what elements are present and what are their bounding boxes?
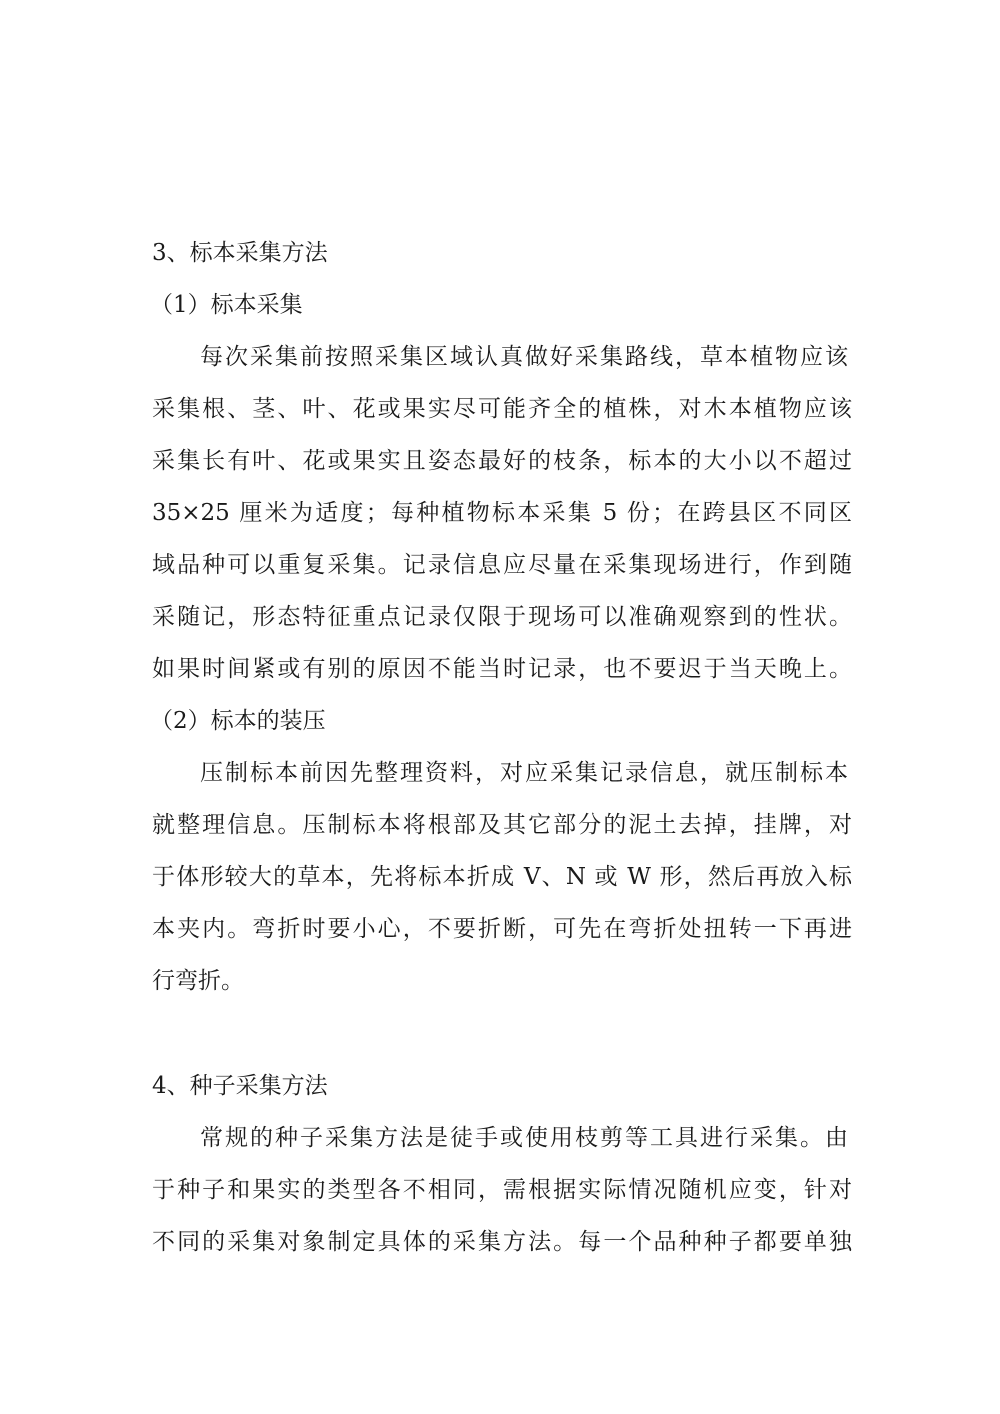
paragraph-line: 就整理信息。压制标本将根部及其它部分的泥土去掉，挂牌，对 bbox=[152, 812, 852, 838]
paragraph-line: 于体形较大的草本，先将标本折成 V、N 或 W 形，然后再放入标 bbox=[152, 864, 852, 890]
paragraph-line: 不同的采集对象制定具体的采集方法。每一个品种种子都要单独 bbox=[152, 1229, 852, 1255]
paragraph-line: 采集根、茎、叶、花或果实尽可能齐全的植株，对木本植物应该 bbox=[152, 396, 852, 422]
paragraph-line: 于种子和果实的类型各不相同，需根据实际情况随机应变，针对 bbox=[152, 1177, 852, 1203]
paragraph-line: 35×25 厘米为适度；每种植物标本采集 5 份；在跨县区不同区 bbox=[152, 500, 852, 526]
paragraph-line: 行弯折。 bbox=[152, 968, 244, 994]
section-3-heading: 3、标本采集方法 bbox=[152, 240, 328, 266]
subsection-1-heading: （1）标本采集 bbox=[150, 292, 303, 318]
paragraph-line: 域品种可以重复采集。记录信息应尽量在采集现场进行，作到随 bbox=[152, 552, 852, 578]
subsection-2-heading: （2）标本的装压 bbox=[150, 708, 326, 734]
paragraph-line: 压制标本前因先整理资料，对应采集记录信息，就压制标本 bbox=[200, 760, 848, 786]
paragraph-line: 如果时间紧或有别的原因不能当时记录，也不要迟于当天晚上。 bbox=[152, 656, 852, 682]
section-4-heading: 4、种子采集方法 bbox=[152, 1073, 328, 1099]
paragraph-line: 常规的种子采集方法是徒手或使用枝剪等工具进行采集。由 bbox=[200, 1125, 848, 1151]
paragraph-line: 采随记，形态特征重点记录仅限于现场可以准确观察到的性状。 bbox=[152, 604, 852, 630]
paragraph-line: 每次采集前按照采集区域认真做好采集路线，草本植物应该 bbox=[200, 344, 848, 370]
paragraph-line: 本夹内。弯折时要小心，不要折断，可先在弯折处扭转一下再进 bbox=[152, 916, 852, 942]
paragraph-line: 采集长有叶、花或果实且姿态最好的枝条，标本的大小以不超过 bbox=[152, 448, 852, 474]
